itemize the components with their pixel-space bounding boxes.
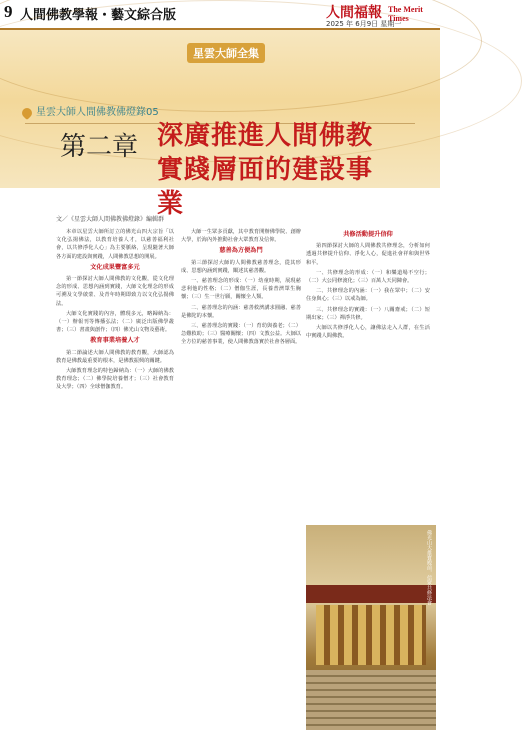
subheading: 教育事業培養人才 (90, 337, 140, 345)
paragraph: 本章以星雲大師所訂立的佛光山四大宗旨「以文化弘揚佛法，以教育培養人才，以慈善福利社會，以共修淨化人心」為主要脈絡，呈現隨著大師各方面的建設與實踐，人間佛教思想的開展。 (56, 229, 174, 260)
paragraph: 一、共修理念的形成：（一）和樂道場不空行；（二）大公同修渡化；（三）百萬人天同陳會。 (306, 269, 430, 285)
subheading: 共修活動提升信仰 (343, 231, 393, 238)
paragraph: 大師教育理念的特色歸納為：（一）大師的佛教教育理念；（二）佛學院培養僧才；（三）社會教育及大學；（四）全球僧伽教育。 (56, 368, 174, 391)
section-title: 人間佛教學報・藝文綜合版 (20, 8, 177, 23)
newspaper-logo: 人間福報 (326, 5, 382, 21)
newspaper-logo-en: The Merit Times (388, 5, 423, 23)
article-column-1 (56, 228, 174, 394)
page-number: 9 (4, 2, 13, 21)
series-title: 星雲大師人間佛教佛燈錄05 (36, 107, 159, 118)
paragraph: 第三節探討大師的人間佛教慈善理念，從其形成、思想內涵到實踐，闡述其慈善觀。 (181, 259, 301, 274)
title-banner (0, 30, 440, 218)
paragraph: 大師一生眾多貢獻，其中教育開辦佛學院、創辦大學，於海內外推動社會大眾教育及信仰。 (181, 229, 301, 244)
collection-label: 星雲大師全集 (187, 43, 265, 63)
paragraph: 第一節探討大師人間佛教的文化觀，從文化理念的形成、思想內涵到實踐，大師文化理念的形成可溯及文學啟蒙、及青年時期即致力以文化弘揚佛法。 (56, 276, 174, 307)
photo-caption: 佛光山大雄寶殿前，信眾共修法會 (426, 530, 432, 605)
article-column-3 (306, 228, 430, 342)
subheading: 慈善為方便為門 (219, 247, 263, 255)
paragraph: 大師以共修淨化人心，讓佛法走入人群，在生活中實踐人間佛教。 (306, 325, 430, 340)
paragraph: 第四節探討大師的人間佛教共修理念，分析如何透過共修提升信仰、淨化人心，促進社會祥和與世界和平。 (306, 243, 430, 266)
subheading: 文化成果豐富多元 (90, 263, 140, 271)
paragraph: 第二節論述大師人間佛教的教育觀，大師認為教育是佛教最重要的根本，是佛教振興的關鍵。 (56, 349, 174, 364)
paragraph: 大師文化實踐的內容，體現多元，略歸納為：（一）辦報刊等傳播弘法；（二）廣泛出版佛學叢書；（三）書畫與創作；（四）佛光山文物及藝術。 (56, 310, 174, 334)
chapter-label: 第二章 (60, 132, 139, 161)
byline: 文／《星雲大師人間佛教佛燈錄》編輯群 (56, 216, 165, 223)
paragraph: 一、慈善理念的形成：（一）幼童時期，展現慈悲利他的性格；（二）僧伽生涯，長養普濟眾生胸懷；（三）生一世行願，關懷全人類。 (181, 278, 301, 301)
article-column-2 (181, 228, 301, 349)
paragraph: 三、慈善理念的實踐：（一）育幼與養老；（二）急難救助；（三）醫療關懷；（四）文教公益。大師以全方位的慈善事業，使人間佛教落實於社會各層面。 (181, 323, 301, 346)
paragraph: 二、共修理念的內涵：（一）我在眾中；（二）安住身與心；（三）以戒為師。 (306, 288, 430, 303)
temple-steps (306, 670, 436, 730)
paragraph: 三、共修理念的實踐：（一）八關齋戒；（二）短期出家；（三）禪淨共修。 (306, 306, 430, 321)
article-headline: 深廣推進人間佛教實踐層面的建設事業 (157, 120, 374, 218)
paragraph: 二、慈善理念的內涵：慈善救濟講求圓融、慈善是佛陀的本懷。 (181, 304, 301, 319)
issue-date: 2025 年 6月9日 星期一 (326, 20, 402, 28)
